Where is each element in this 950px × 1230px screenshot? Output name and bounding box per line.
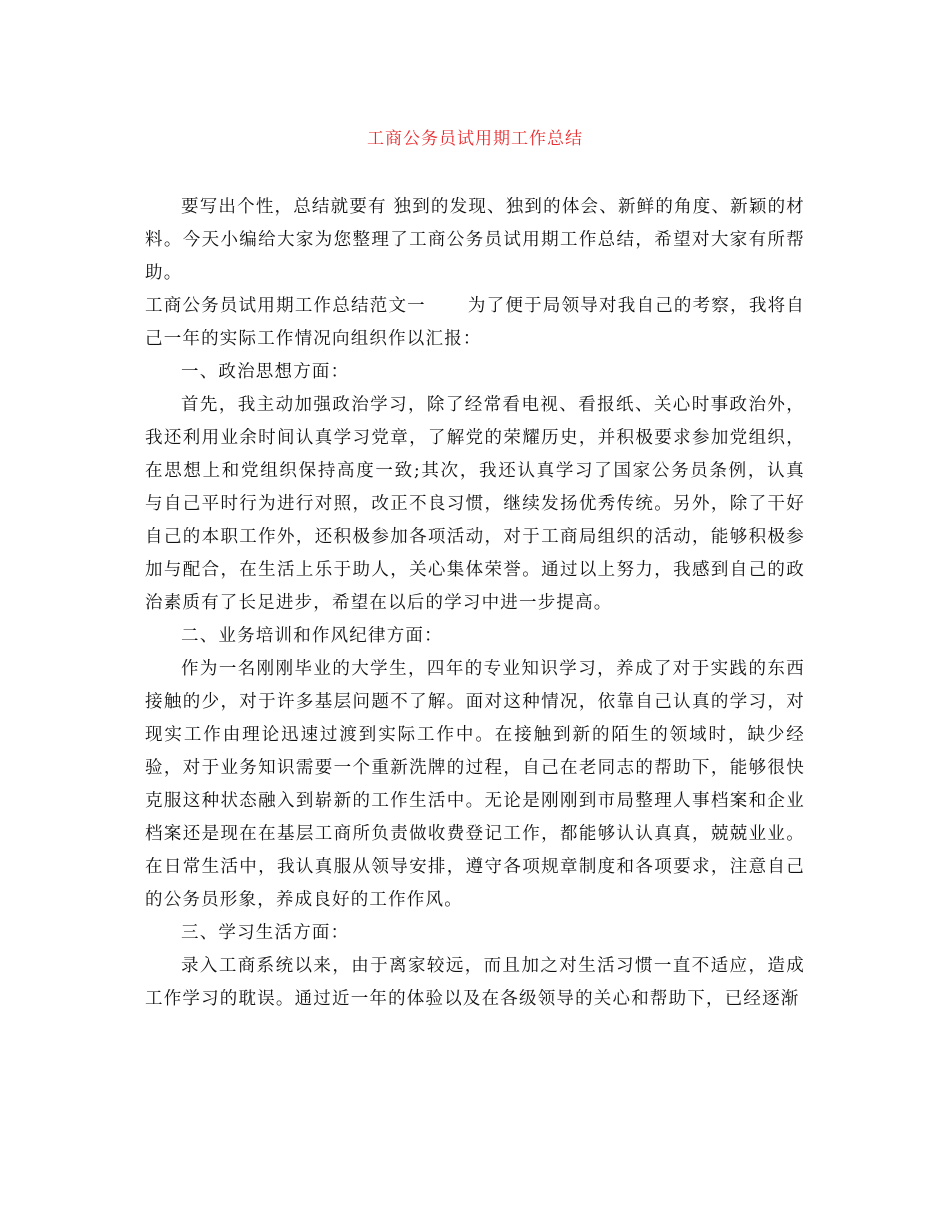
section-body-politics: 首先，我主动加强政治学习，除了经常看电视、看报纸、关心时事政治外，我还利用业余时间认真学习党章，了解党的荣耀历史，并积极要求参加党组织，在思想上和党组织保持高度一致;其次，我还认真学习了国家公务员条例，认真与自己平时行为进行对照，改正不良习惯，继续发扬优秀传统。另外，除了干好自己的本职工作外，还积极参加各项活动，对于工商局组织的活动，能够积极参加与配合，在生活上乐于助人，关心集体荣誉。通过以上努力，我感到自己的政治素质有了长足进步，希望在以后的学习中进一步提高。	[145, 395, 805, 613]
sample-heading: 工商公务员试用期工作总结范文一	[145, 296, 426, 316]
sample-lead: 为了便于局领导对我自己的考察，我将自己一年的实际工作情况向组织作以汇报：	[145, 296, 805, 349]
document-body	[145, 191, 805, 1016]
section-heading-study-life: 三、学习生活方面：	[181, 923, 350, 943]
section-body-training: 作为一名刚刚毕业的大学生，四年的专业知识学习，养成了对于实践的东西接触的少，对于许多基层问题不了解。面对这种情况，依靠自己认真的学习，对现实工作由理论迅速过渡到实际工作中。在接触到新的陌生的领域时，缺少经验，对于业务知识需要一个重新洗牌的过程，自己在老同志的帮助下，能够很快克服这种状态融入到崭新的工作生活中。无论是刚刚到市局整理人事档案和企业档案还是现在在基层工商所负责做收费登记工作，都能够认认真真，兢兢业业。在日常生活中，我认真服从领导安排，遵守各项规章制度和各项要求，注意自己的公务员形象，养成良好的工作作风。	[145, 659, 805, 910]
section-body-study-life: 录入工商系统以来，由于离家较远，而且加之对生活习惯一直不适应，造成工作学习的耽误。通过近一年的体验以及在各级领导的关心和帮助下，已经逐渐	[145, 956, 805, 1009]
section-heading-training: 二、业务培训和作风纪律方面：	[181, 626, 443, 646]
document-title: 工商公务员试用期工作总结	[367, 129, 583, 149]
intro-paragraph: 要写出个性，总结就要有 独到的发现、独到的体会、新鲜的角度、新颖的材料。今天小编给大家为您整理了工商公务员试用期工作总结，希望对大家有所帮助。	[145, 197, 805, 283]
sample-paragraph	[145, 290, 805, 356]
section-heading-politics: 一、政治思想方面：	[181, 362, 350, 382]
